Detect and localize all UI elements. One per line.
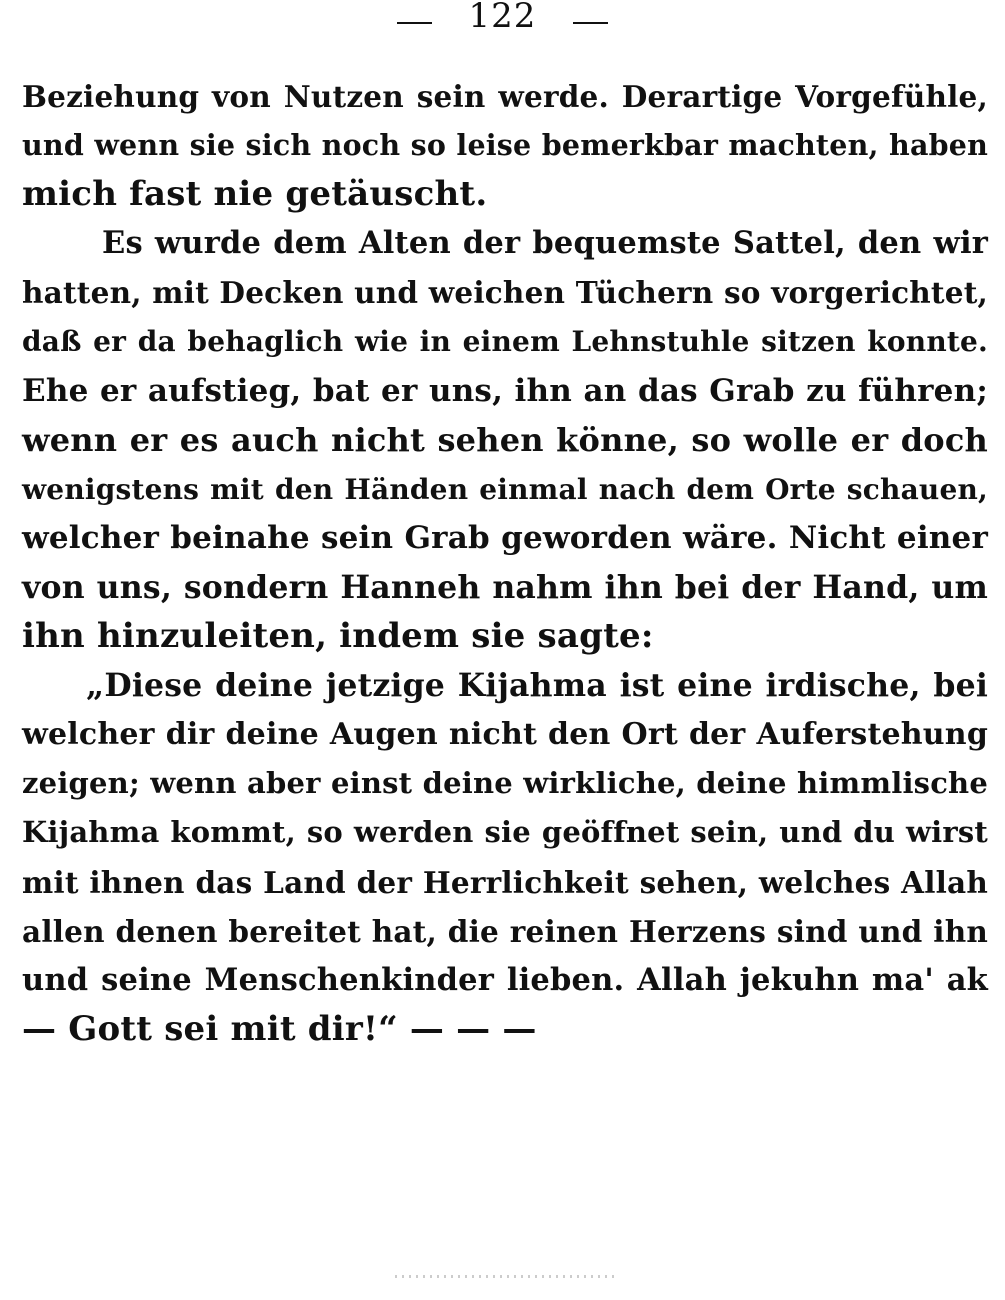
header-dash-left (397, 22, 432, 24)
text-line: — Gott sei mit dir!“ — — — (22, 1008, 537, 1049)
text-line: von uns, sondern Hanneh nahm ihn bei der Hand, um (22, 568, 988, 606)
text-line: welcher beinahe sein Grab geworden wäre. Nicht einer (22, 519, 988, 556)
print-specks (395, 1275, 615, 1278)
text-line: welcher dir deine Augen nicht den Ort der Auferstehung (22, 717, 988, 753)
text-line: Ehe er aufstieg, bat er uns, ihn an das Grab zu führen; (22, 372, 988, 409)
text-line: „Diese deine jetzige Kijahma ist eine irdische, bei (86, 667, 988, 705)
page-number: 122 (468, 0, 537, 36)
text-line: wenn er es auch nicht sehen könne, so wolle er doch (22, 420, 988, 459)
text-line: ihn hinzuleiten, indem sie sagte: (22, 616, 654, 657)
text-line: wenigstens mit den Händen einmal nach dem Orte schauen, (22, 472, 988, 506)
header-dash-right (573, 22, 608, 24)
text-line: hatten, mit Decken und weichen Tüchern so vorgerichtet, (22, 275, 988, 311)
text-line: mit ihnen das Land der Herrlichkeit sehen, welches Allah (22, 864, 988, 900)
text-line: mich fast nie getäuscht. (22, 174, 488, 215)
text-line: und wenn sie sich noch so leise bemerkbar machten, haben (22, 128, 988, 163)
text-line: Kijahma kommt, so werden sie geöffnet sein, und du wirst (22, 815, 988, 850)
text-line: zeigen; wenn aber einst deine wirkliche, deine himmlische (22, 766, 988, 801)
text-line: Es wurde dem Alten der bequemste Sattel, den wir (102, 225, 988, 262)
page-header (0, 0, 1005, 50)
text-line: daß er da behaglich wie in einem Lehnstuhle sitzen konnte. (22, 325, 988, 359)
body-text (22, 72, 988, 1054)
text-line: Beziehung von Nutzen sein werde. Derartige Vorgefühle, (22, 79, 988, 114)
text-line: allen denen bereitet hat, die reinen Herzens sind und ihn (22, 913, 988, 949)
text-line: und seine Menschenkinder lieben. Allah jekuhn ma' ak (22, 961, 988, 998)
